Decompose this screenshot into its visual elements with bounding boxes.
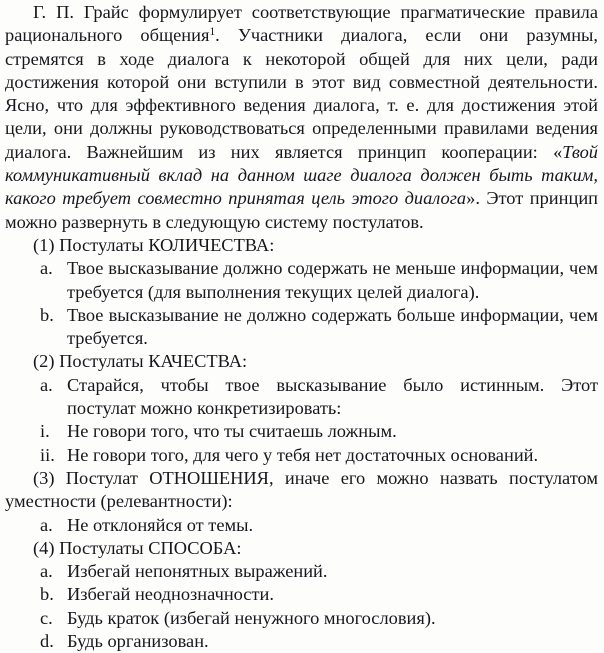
list-item-marker: i. (40, 421, 50, 442)
list-item-marker: c. (40, 607, 53, 628)
list-item-text: Не говори того, для чего у тебя нет достаточных оснований. (67, 444, 539, 465)
list-item-marker: ii. (40, 444, 55, 465)
list-item-text: Будь организован. (67, 631, 209, 652)
list-item (5, 304, 598, 351)
body-paragraph-intro (5, 1, 598, 234)
list-item (5, 257, 598, 304)
paragraph-text-before-footnote: Г. П. Грайс формулирует соответствующие прагматические правила рационального общения (5, 2, 598, 46)
list-item (5, 514, 598, 537)
list-item-marker: a. (40, 374, 53, 395)
cooperative-principle-quote: Твой коммуникативный вклад на данном шаге диалога должен быть таким, какого требует совместно принятая цель этого диалога (5, 141, 598, 209)
list-item-text: Будь краток (избегай ненужного многословия). (67, 607, 436, 628)
group-title: Постулаты КАЧЕСТВА: (59, 351, 248, 372)
list-item (5, 630, 598, 653)
list-item-marker: b. (40, 584, 54, 605)
page-content (5, 1, 598, 653)
list-item (5, 444, 598, 467)
list-item (5, 374, 598, 421)
list-item-text: Не говори того, что ты считаешь ложным. (67, 421, 397, 442)
list-item (5, 420, 598, 443)
postulate-group-manner (5, 537, 598, 653)
list-item-marker: a. (40, 258, 53, 279)
list-item-marker: b. (40, 304, 54, 325)
list-item-text: Твое высказывание не должно содержать больше информации, чем требуется. (67, 304, 598, 349)
group-number: (1) (33, 234, 55, 255)
group-heading-relation (5, 467, 598, 514)
group-title-continuation: , иначе его можно назвать постулатом уместности (релевантности): (5, 467, 598, 512)
list-item (5, 607, 598, 630)
list-item (5, 560, 598, 583)
list-item (5, 583, 598, 606)
group-heading-quantity (5, 234, 598, 257)
group-number: (3) (33, 467, 55, 488)
group-title: Постулаты СПОСОБА: (59, 537, 242, 558)
list-item-text: Не отклоняйся от темы. (67, 514, 254, 535)
list-item-text: Избегай неоднозначности. (67, 584, 274, 605)
list-item-marker: d. (40, 631, 54, 652)
list-item-text: Избегай непонятных выражений. (67, 561, 328, 582)
group-title: Постулаты КОЛИЧЕСТВА: (59, 234, 275, 255)
list-item-marker: a. (40, 561, 53, 582)
paragraph-text-after-quote: . Этот принцип можно развернуть в следующую систему постулатов. (5, 188, 598, 232)
list-item-marker: a. (40, 514, 53, 535)
paragraph-text-after-footnote: . Участники диалога, если они разумны, стремятся в ходе диалога к некоторой общей для них цели, ради достижения которой они вступили в этот вид совместной деятельности. Ясно, что для эффективного ведения диалога, т. е. для достижения этой цели, они должны руководствоваться определенными правилами ведения диалога. Важнейшим из них является принцип кооперации: (5, 25, 598, 162)
group-number: (2) (33, 351, 55, 372)
footnote-reference-marker[interactable]: 1 (209, 26, 216, 39)
postulate-group-quality (5, 350, 598, 466)
postulate-group-quantity (5, 234, 598, 350)
list-item-text: Твое высказывание должно содержать не меньше информации, чем требуется (для выполнения текущих целей диалога). (67, 258, 598, 302)
group-heading-manner (5, 537, 598, 560)
group-number: (4) (33, 537, 55, 558)
quotation-close-guillemet: » (466, 188, 476, 209)
list-item-text: Старайся, чтобы твое высказывание было истинным. Этот постулат можно конкретизировать: (67, 374, 598, 419)
postulate-group-relation (5, 467, 598, 537)
group-heading-quality (5, 350, 598, 373)
group-title: Постулат ОТНОШЕНИЯ (65, 467, 269, 488)
quotation-open-guillemet: « (553, 141, 563, 162)
